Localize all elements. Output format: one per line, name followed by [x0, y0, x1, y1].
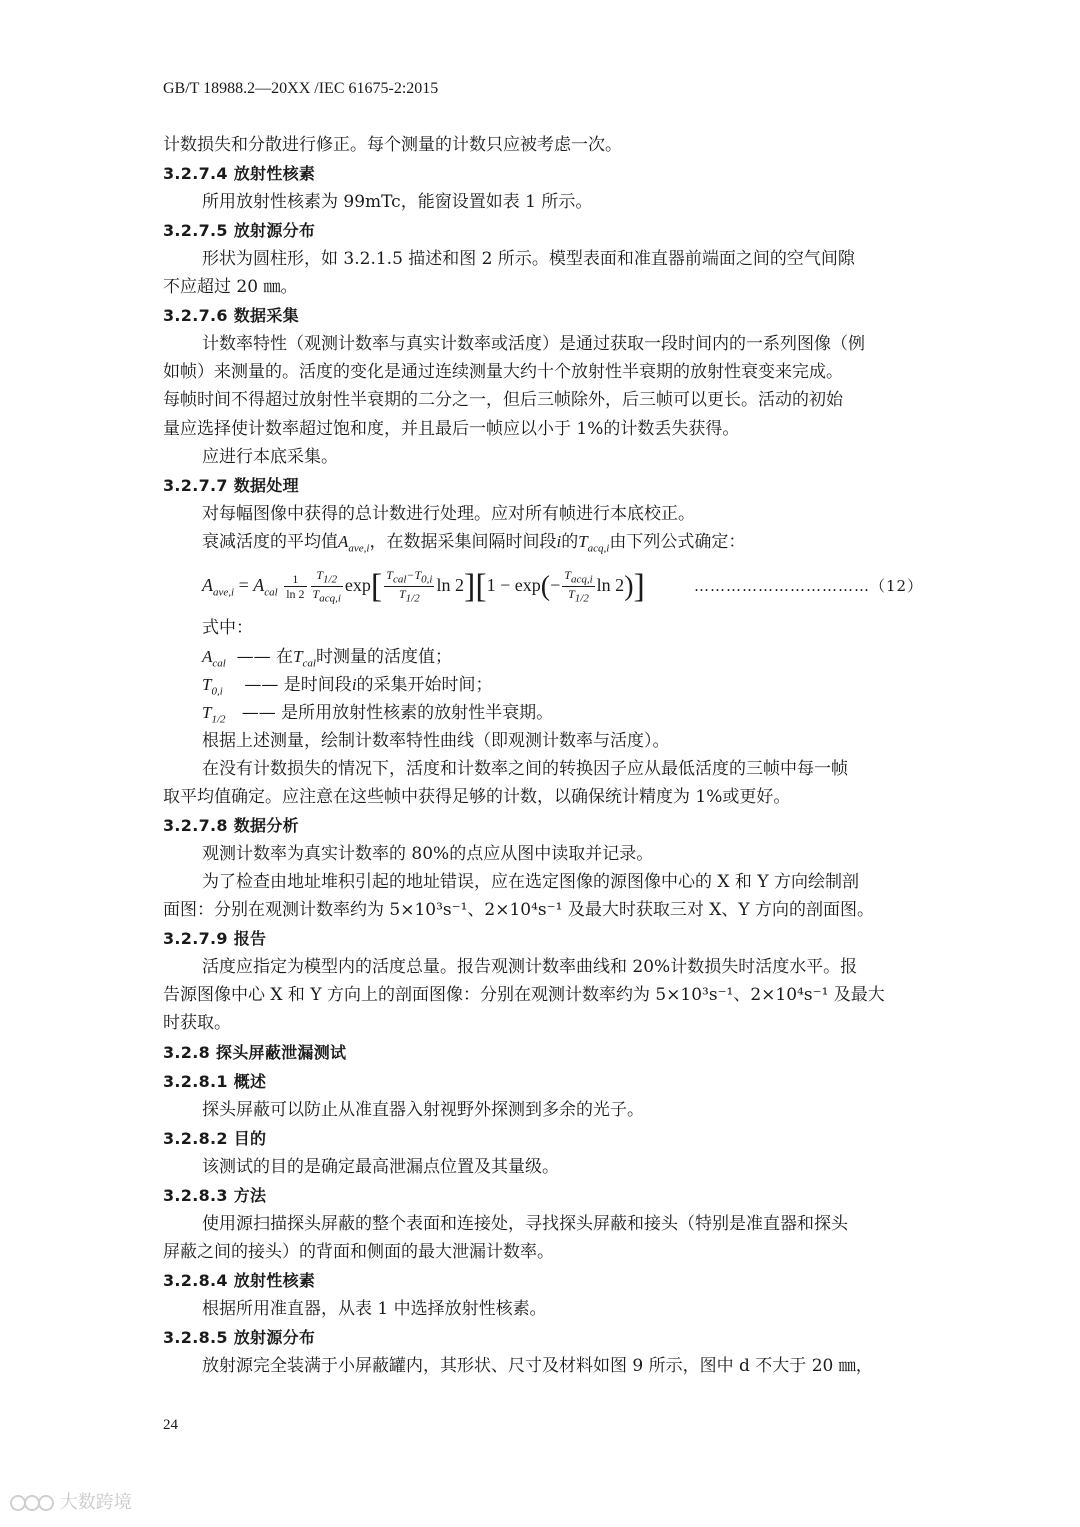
paragraph-line: 应进行本底采集。: [202, 447, 338, 467]
paragraph-line: 该测试的目的是确定最高泄漏点位置及其量级。: [202, 1157, 559, 1177]
section-heading: 3.2.7.9 报告: [163, 929, 267, 948]
section-heading: 3.2.8.5 放射源分布: [163, 1328, 316, 1347]
paragraph-line: 计数损失和分散进行修正。每个测量的计数只应被考虑一次。: [163, 135, 622, 155]
section-heading: 3.2.7.7 数据处理: [163, 476, 299, 495]
paragraph-line: 所用放射性核素为 99mTc，能窗设置如表 1 所示。: [202, 192, 593, 212]
paragraph-line: 放射源完全装满于小屏蔽罐内，其形状、尺寸及材料如图 9 所示，图中 d 不大于 20 ㎜，: [202, 1356, 873, 1376]
section-heading: 3.2.7.8 数据分析: [163, 816, 299, 835]
paragraph-line: 探头屏蔽可以防止从准直器入射视野外探测到多余的光子。: [202, 1100, 644, 1120]
paragraph-line: 不应超过 20 ㎜。: [163, 277, 298, 297]
paragraph-line: 告源图像中心 X 和 Y 方向上的剖面图像：分别在观测计数率约为 5×10³s⁻¹、2×10⁴s⁻¹ 及最大: [163, 985, 885, 1005]
page-number: 24: [163, 1417, 178, 1433]
paragraph-line: 形状为圆柱形，如 3.2.1.5 描述和图 2 所示。模型表面和准直器前端面之间的空气间隙: [202, 249, 855, 269]
paragraph-line: 衰减活度的平均值$A_{ave,i}$，在数据采集间隔时间段i的$T_{acq,i}$由下列公式确定：: [202, 532, 746, 555]
paragraph-line: 式中：: [202, 618, 253, 638]
paragraph-line: 为了检查由地址堆积引起的地址错误，应在选定图像的源图像中心的 X 和 Y 方向绘制剖: [202, 872, 859, 892]
paragraph-line: 量应选择使计数率超过饱和度，并且最后一帧应以小于 1%的计数丢失获得。: [163, 419, 740, 439]
paragraph-line: 计数率特性（观测计数率与真实计数率或活度）是通过获取一段时间内的一系列图像（例: [202, 334, 865, 354]
section-heading: 3.2.8.2 目的: [163, 1129, 267, 1148]
paragraph-line: 如帧）来测量的。活度的变化是通过连续测量大约十个放射性半衰期的放射性衰变来完成。: [163, 362, 843, 382]
section-heading: 3.2.7.6 数据采集: [163, 306, 299, 325]
paragraph-line: 面图：分别在观测计数率约为 5×10³s⁻¹、2×10⁴s⁻¹ 及最大时获取三对 X、Y 方向的剖面图。: [163, 900, 874, 920]
section-heading: 3.2.8.4 放射性核素: [163, 1271, 316, 1290]
definition-line: $T_{1/2}$ —— 是所用放射性核素的放射性半衰期。: [202, 703, 554, 726]
paragraph-line: 在没有计数损失的情况下，活度和计数率之间的转换因子应从最低活度的三帧中每一帧: [202, 759, 848, 779]
section-heading: 3.2.8 探头屏蔽泄漏测试: [163, 1043, 347, 1062]
paragraph-line: 根据上述测量，绘制计数率特性曲线（即观测计数率与活度）。: [202, 731, 670, 751]
paragraph-line: 屏蔽之间的接头）的背面和侧面的最大泄漏计数率。: [163, 1242, 554, 1262]
section-heading: 3.2.8.1 概述: [163, 1072, 267, 1091]
paragraph-line: 对每幅图像中获得的总计数进行处理。应对所有帧进行本底校正。: [202, 504, 695, 524]
paragraph-line: 活度应指定为模型内的活度总量。报告观测计数率曲线和 20%计数损失时活度水平。报: [202, 957, 858, 977]
section-heading: 3.2.7.4 放射性核素: [163, 164, 316, 183]
equation-number: ……………………………（12）: [694, 577, 924, 595]
definition-line: $T_{0,i}$ —— 是时间段i的采集开始时间；: [202, 675, 493, 698]
definition-line: $A_{cal}$ —— 在$T_{cal}$时测量的活度值；: [202, 647, 452, 670]
watermark: 大数跨境: [10, 1488, 132, 1514]
watermark-logo-icon: [10, 1492, 54, 1514]
paragraph-line: 时获取。: [163, 1013, 231, 1033]
paragraph-line: 使用源扫描探头屏蔽的整个表面和连接处，寻找探头屏蔽和接头（特别是准直器和探头: [202, 1214, 848, 1234]
section-heading: 3.2.8.3 方法: [163, 1186, 267, 1205]
equation-12: $A_{ave,i} = A_{cal}$ $\frac{1}{\ln 2}$ $\frac{T_{1/2}}{T_{acq,i}}$ exp[ $\frac{T_{cal}-T_{0,i}}{T_{1/2}}$ ln 2][1 − exp(− $\frac{T_{acq,i}}{T_{1/2}}$ ln 2)]: [202, 567, 645, 605]
section-heading: 3.2.7.5 放射源分布: [163, 221, 316, 240]
paragraph-line: 取平均值确定。应注意在这些帧中获得足够的计数，以确保统计精度为 1%或更好。: [163, 787, 791, 807]
document-header: GB/T 18988.2—20XX /IEC 61675-2:2015: [163, 80, 439, 97]
paragraph-line: 观测计数率为真实计数率的 80%的点应从图中读取并记录。: [202, 844, 654, 864]
paragraph-line: 每帧时间不得超过放射性半衰期的二分之一，但后三帧除外，后三帧可以更长。活动的初始: [163, 390, 843, 410]
paragraph-line: 根据所用准直器，从表 1 中选择放射性核素。: [202, 1299, 547, 1319]
